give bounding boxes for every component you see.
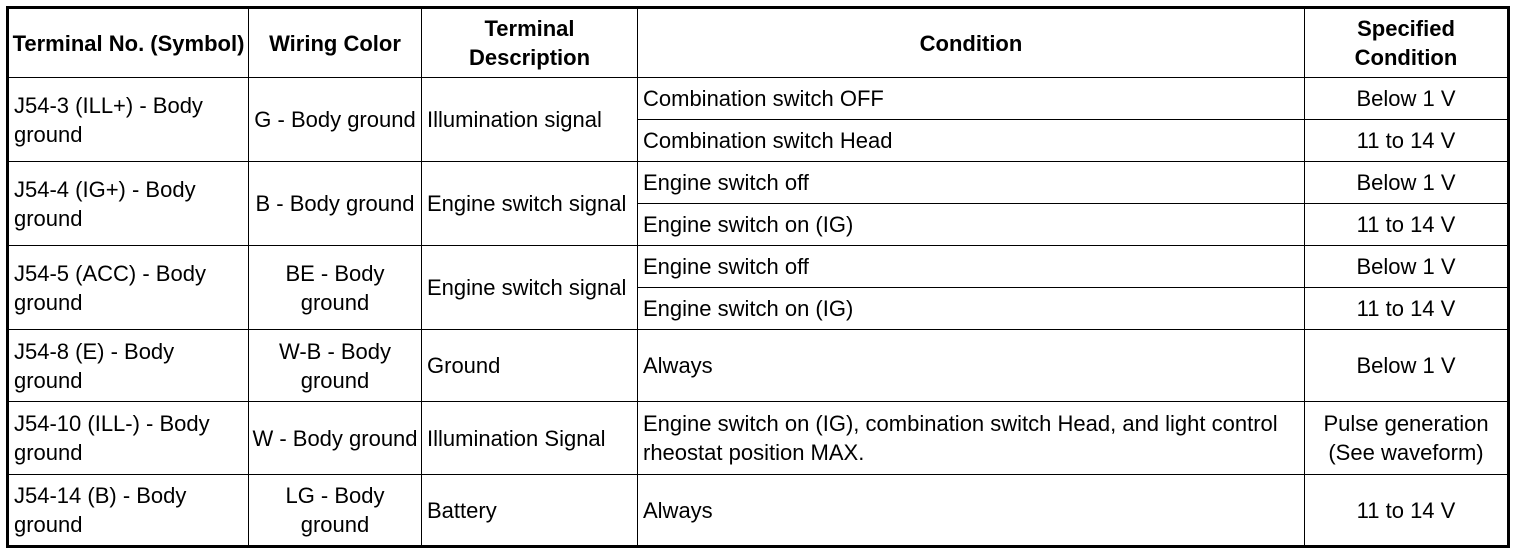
terminal-cell: J54-3 (ILL+) - Body ground bbox=[8, 78, 249, 162]
header-specified-condition: Specified Condition bbox=[1305, 8, 1509, 78]
wiring-color-cell: W-B - Body ground bbox=[249, 330, 422, 402]
specified-condition-cell: 11 to 14 V bbox=[1305, 288, 1509, 330]
description-cell: Engine switch signal bbox=[422, 162, 638, 246]
table-row bbox=[8, 162, 1509, 204]
terminal-cell: J54-8 (E) - Body ground bbox=[8, 330, 249, 402]
condition-cell: Engine switch off bbox=[638, 162, 1305, 204]
condition-cell: Engine switch off bbox=[638, 246, 1305, 288]
condition-cell: Combination switch Head bbox=[638, 120, 1305, 162]
terminal-cell: J54-5 (ACC) - Body ground bbox=[8, 246, 249, 330]
table-row bbox=[8, 246, 1509, 288]
terminal-cell: J54-4 (IG+) - Body ground bbox=[8, 162, 249, 246]
header-terminal-description: Terminal Description bbox=[422, 8, 638, 78]
wiring-color-cell: B - Body ground bbox=[249, 162, 422, 246]
description-cell: Ground bbox=[422, 330, 638, 402]
specified-condition-cell: 11 to 14 V bbox=[1305, 120, 1509, 162]
specified-condition-cell: Below 1 V bbox=[1305, 162, 1509, 204]
wiring-color-cell: BE - Body ground bbox=[249, 246, 422, 330]
condition-cell: Engine switch on (IG) bbox=[638, 288, 1305, 330]
condition-cell: Always bbox=[638, 475, 1305, 547]
table-row bbox=[8, 330, 1509, 402]
condition-cell: Engine switch on (IG), combination switch Head, and light control rheostat position MAX. bbox=[638, 402, 1305, 475]
terminal-cell: J54-14 (B) - Body ground bbox=[8, 475, 249, 547]
description-cell: Battery bbox=[422, 475, 638, 547]
terminal-spec-table bbox=[6, 6, 1510, 548]
table-header-row bbox=[8, 8, 1509, 78]
condition-cell: Engine switch on (IG) bbox=[638, 204, 1305, 246]
header-terminal-no: Terminal No. (Symbol) bbox=[8, 8, 249, 78]
specified-condition-cell: Pulse generation (See waveform) bbox=[1305, 402, 1509, 475]
wiring-color-cell: W - Body ground bbox=[249, 402, 422, 475]
condition-cell: Always bbox=[638, 330, 1305, 402]
header-condition: Condition bbox=[638, 8, 1305, 78]
description-cell: Illumination signal bbox=[422, 78, 638, 162]
condition-cell: Combination switch OFF bbox=[638, 78, 1305, 120]
specified-condition-cell: Below 1 V bbox=[1305, 246, 1509, 288]
wiring-color-cell: LG - Body ground bbox=[249, 475, 422, 547]
specified-condition-cell: Below 1 V bbox=[1305, 330, 1509, 402]
specified-condition-cell: 11 to 14 V bbox=[1305, 204, 1509, 246]
header-wiring-color: Wiring Color bbox=[249, 8, 422, 78]
table-row bbox=[8, 475, 1509, 547]
table-row bbox=[8, 402, 1509, 475]
description-cell: Illumination Signal bbox=[422, 402, 638, 475]
terminal-cell: J54-10 (ILL-) - Body ground bbox=[8, 402, 249, 475]
specified-condition-cell: 11 to 14 V bbox=[1305, 475, 1509, 547]
specified-condition-cell: Below 1 V bbox=[1305, 78, 1509, 120]
description-cell: Engine switch signal bbox=[422, 246, 638, 330]
wiring-color-cell: G - Body ground bbox=[249, 78, 422, 162]
table-row bbox=[8, 78, 1509, 120]
